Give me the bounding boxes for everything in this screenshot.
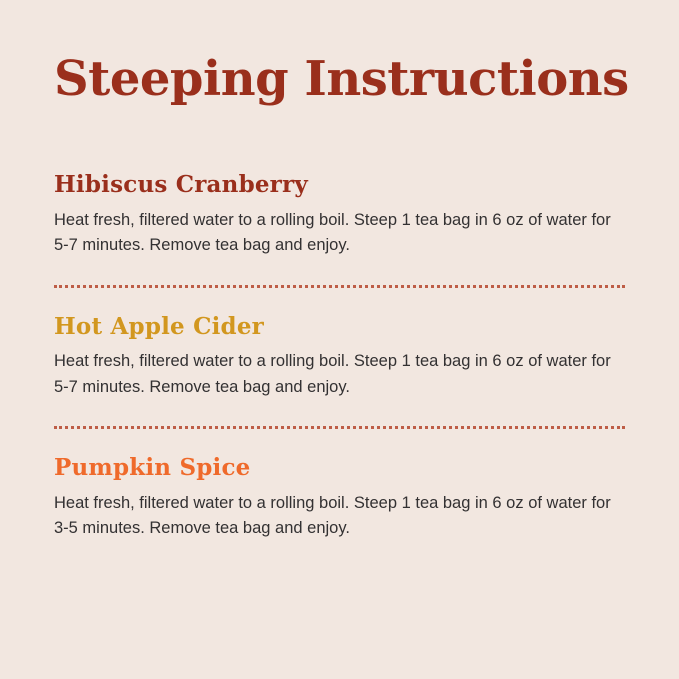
- section-title-hot-apple-cider: Hot Apple Cider: [54, 312, 264, 340]
- section-body-hot-apple-cider: Heat fresh, filtered water to a rolling boil. Steep 1 tea bag in 6 oz of water for 5-7 minutes. Remove tea bag and enjoy.: [54, 352, 611, 396]
- instruction-section-hibiscus-cranberry: [54, 172, 625, 258]
- section-divider: [54, 426, 625, 429]
- section-title-pumpkin-spice: Pumpkin Spice: [54, 454, 251, 482]
- section-divider: [54, 285, 625, 288]
- instruction-section-pumpkin-spice: [54, 455, 625, 541]
- section-body-hibiscus-cranberry: Heat fresh, filtered water to a rolling boil. Steep 1 tea bag in 6 oz of water for 5-7 minutes. Remove tea bag and enjoy.: [54, 210, 611, 255]
- page-title: Steeping Instructions: [54, 51, 629, 107]
- section-body-pumpkin-spice: Heat fresh, filtered water to a rolling boil. Steep 1 tea bag in 6 oz of water for 3-5 minutes. Remove tea bag and enjoy.: [54, 493, 611, 538]
- instruction-section-hot-apple-cider: [54, 314, 625, 400]
- section-title-hibiscus-cranberry: Hibiscus Cranberry: [54, 171, 308, 199]
- instruction-sections: [54, 172, 625, 541]
